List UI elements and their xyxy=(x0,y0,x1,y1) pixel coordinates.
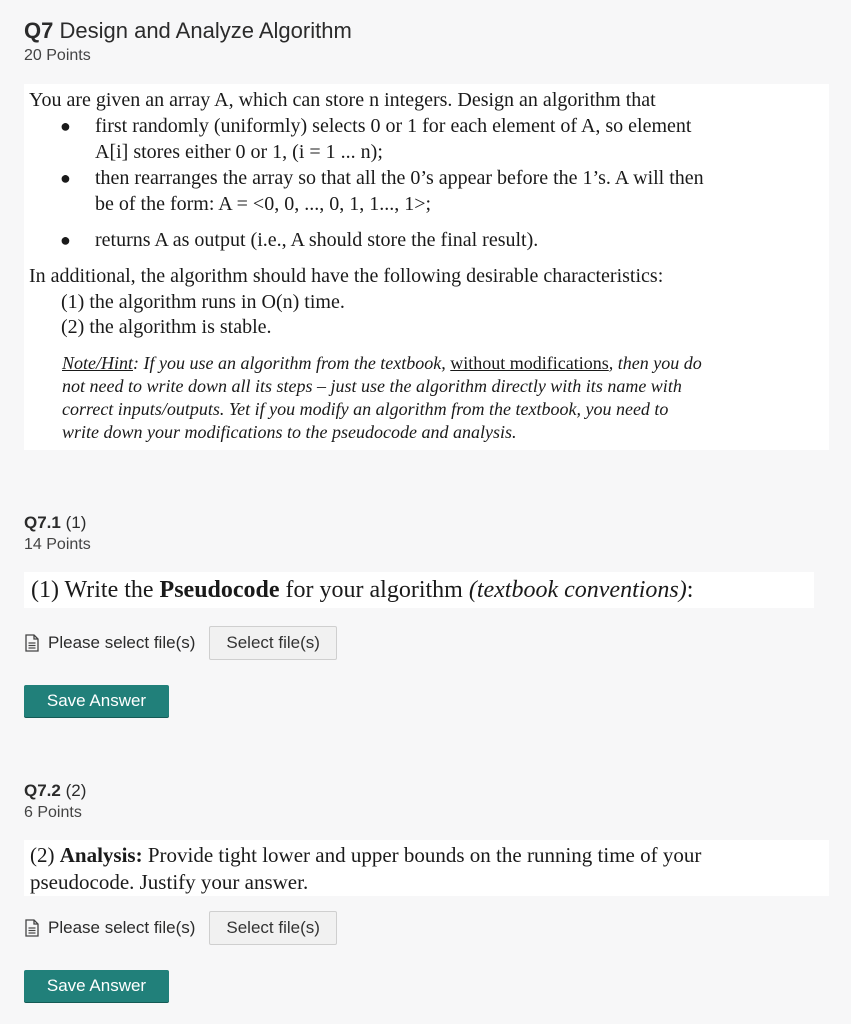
q71-upload-row xyxy=(24,626,337,660)
bullet-dot: ● xyxy=(60,168,71,188)
hint-emphasis: without modifications xyxy=(450,353,609,373)
q72-title xyxy=(24,780,86,801)
q72-header xyxy=(24,780,86,823)
q71-select-files-button[interactable]: Select file(s) xyxy=(209,626,337,660)
q7-points: 20 Points xyxy=(24,47,91,64)
q71-prompt-image xyxy=(24,572,814,608)
file-text-icon xyxy=(24,634,40,652)
q7-hint-line4: write down your modifications to the pseudocode and analysis. xyxy=(62,422,517,442)
q72-save-answer-button[interactable]: Save Answer xyxy=(24,970,169,1002)
q7-char2: (2) the algorithm is stable. xyxy=(61,316,272,338)
q72-prompt-image xyxy=(24,840,829,896)
hint-label: Note/Hint xyxy=(62,353,133,373)
q7-hint-line2: not need to write down all its steps – just use the algorithm directly with its name with xyxy=(62,376,682,396)
q7-bullet2-line1: then rearranges the array so that all the 0’s appear before the 1’s. A will then xyxy=(95,167,704,189)
q7-number: Q7 xyxy=(24,18,54,43)
q7-hint-line3: correct inputs/outputs. Yet if you modify an algorithm from the textbook, you need to xyxy=(62,399,669,419)
q7-title xyxy=(24,18,352,44)
q72-prompt-line2: pseudocode. Justify your answer. xyxy=(30,870,309,894)
q7-bullet1-line2: A[i] stores either 0 or 1, (i = 1 ... n); xyxy=(95,141,383,163)
q71-save-answer-button[interactable]: Save Answer xyxy=(24,685,169,717)
q72-label: (2) xyxy=(65,781,87,800)
q7-intro: You are given an array A, which can store n integers. Design an algorithm that xyxy=(29,89,656,111)
q72-prompt-line1: (2) Analysis: Provide tight lower and upper bounds on the running time of your xyxy=(30,843,702,867)
q72-select-files-button[interactable]: Select file(s) xyxy=(209,911,337,945)
q71-number: Q7.1 xyxy=(24,513,61,532)
file-text-icon xyxy=(24,919,40,937)
q7-char1: (1) the algorithm runs in O(n) time. xyxy=(61,291,345,313)
q72-upload-row xyxy=(24,911,337,945)
q71-label: (1) xyxy=(65,513,87,532)
q71-title xyxy=(24,512,91,533)
q71-prompt: (1) Write the Pseudocode for your algorithm (textbook conventions): xyxy=(31,577,694,603)
q72-upload-label: Please select file(s) xyxy=(48,918,196,937)
q71-upload-label: Please select file(s) xyxy=(48,633,196,652)
q7-prompt-image xyxy=(24,84,829,450)
bullet-dot: ● xyxy=(60,230,71,250)
q7-bullet2-line2: be of the form: A = <0, 0, ..., 0, 1, 1..., 1>; xyxy=(95,193,432,215)
q7-title-text: Design and Analyze Algorithm xyxy=(59,18,352,43)
q7-hint-line1: Note/Hint: If you use an algorithm from the textbook, without modifications, then you do xyxy=(62,353,702,373)
q72-points: 6 Points xyxy=(24,804,82,821)
q7-additional: In additional, the algorithm should have the following desirable characteristics: xyxy=(29,265,664,287)
q7-header xyxy=(24,18,352,66)
q72-number: Q7.2 xyxy=(24,781,61,800)
q71-header xyxy=(24,512,91,555)
bullet-dot: ● xyxy=(60,116,71,136)
q7-bullet1-line1: first randomly (uniformly) selects 0 or 1 for each element of A, so element xyxy=(95,115,692,137)
q7-bullet3: returns A as output (i.e., A should store the final result). xyxy=(95,229,539,251)
q71-points: 14 Points xyxy=(24,536,91,553)
